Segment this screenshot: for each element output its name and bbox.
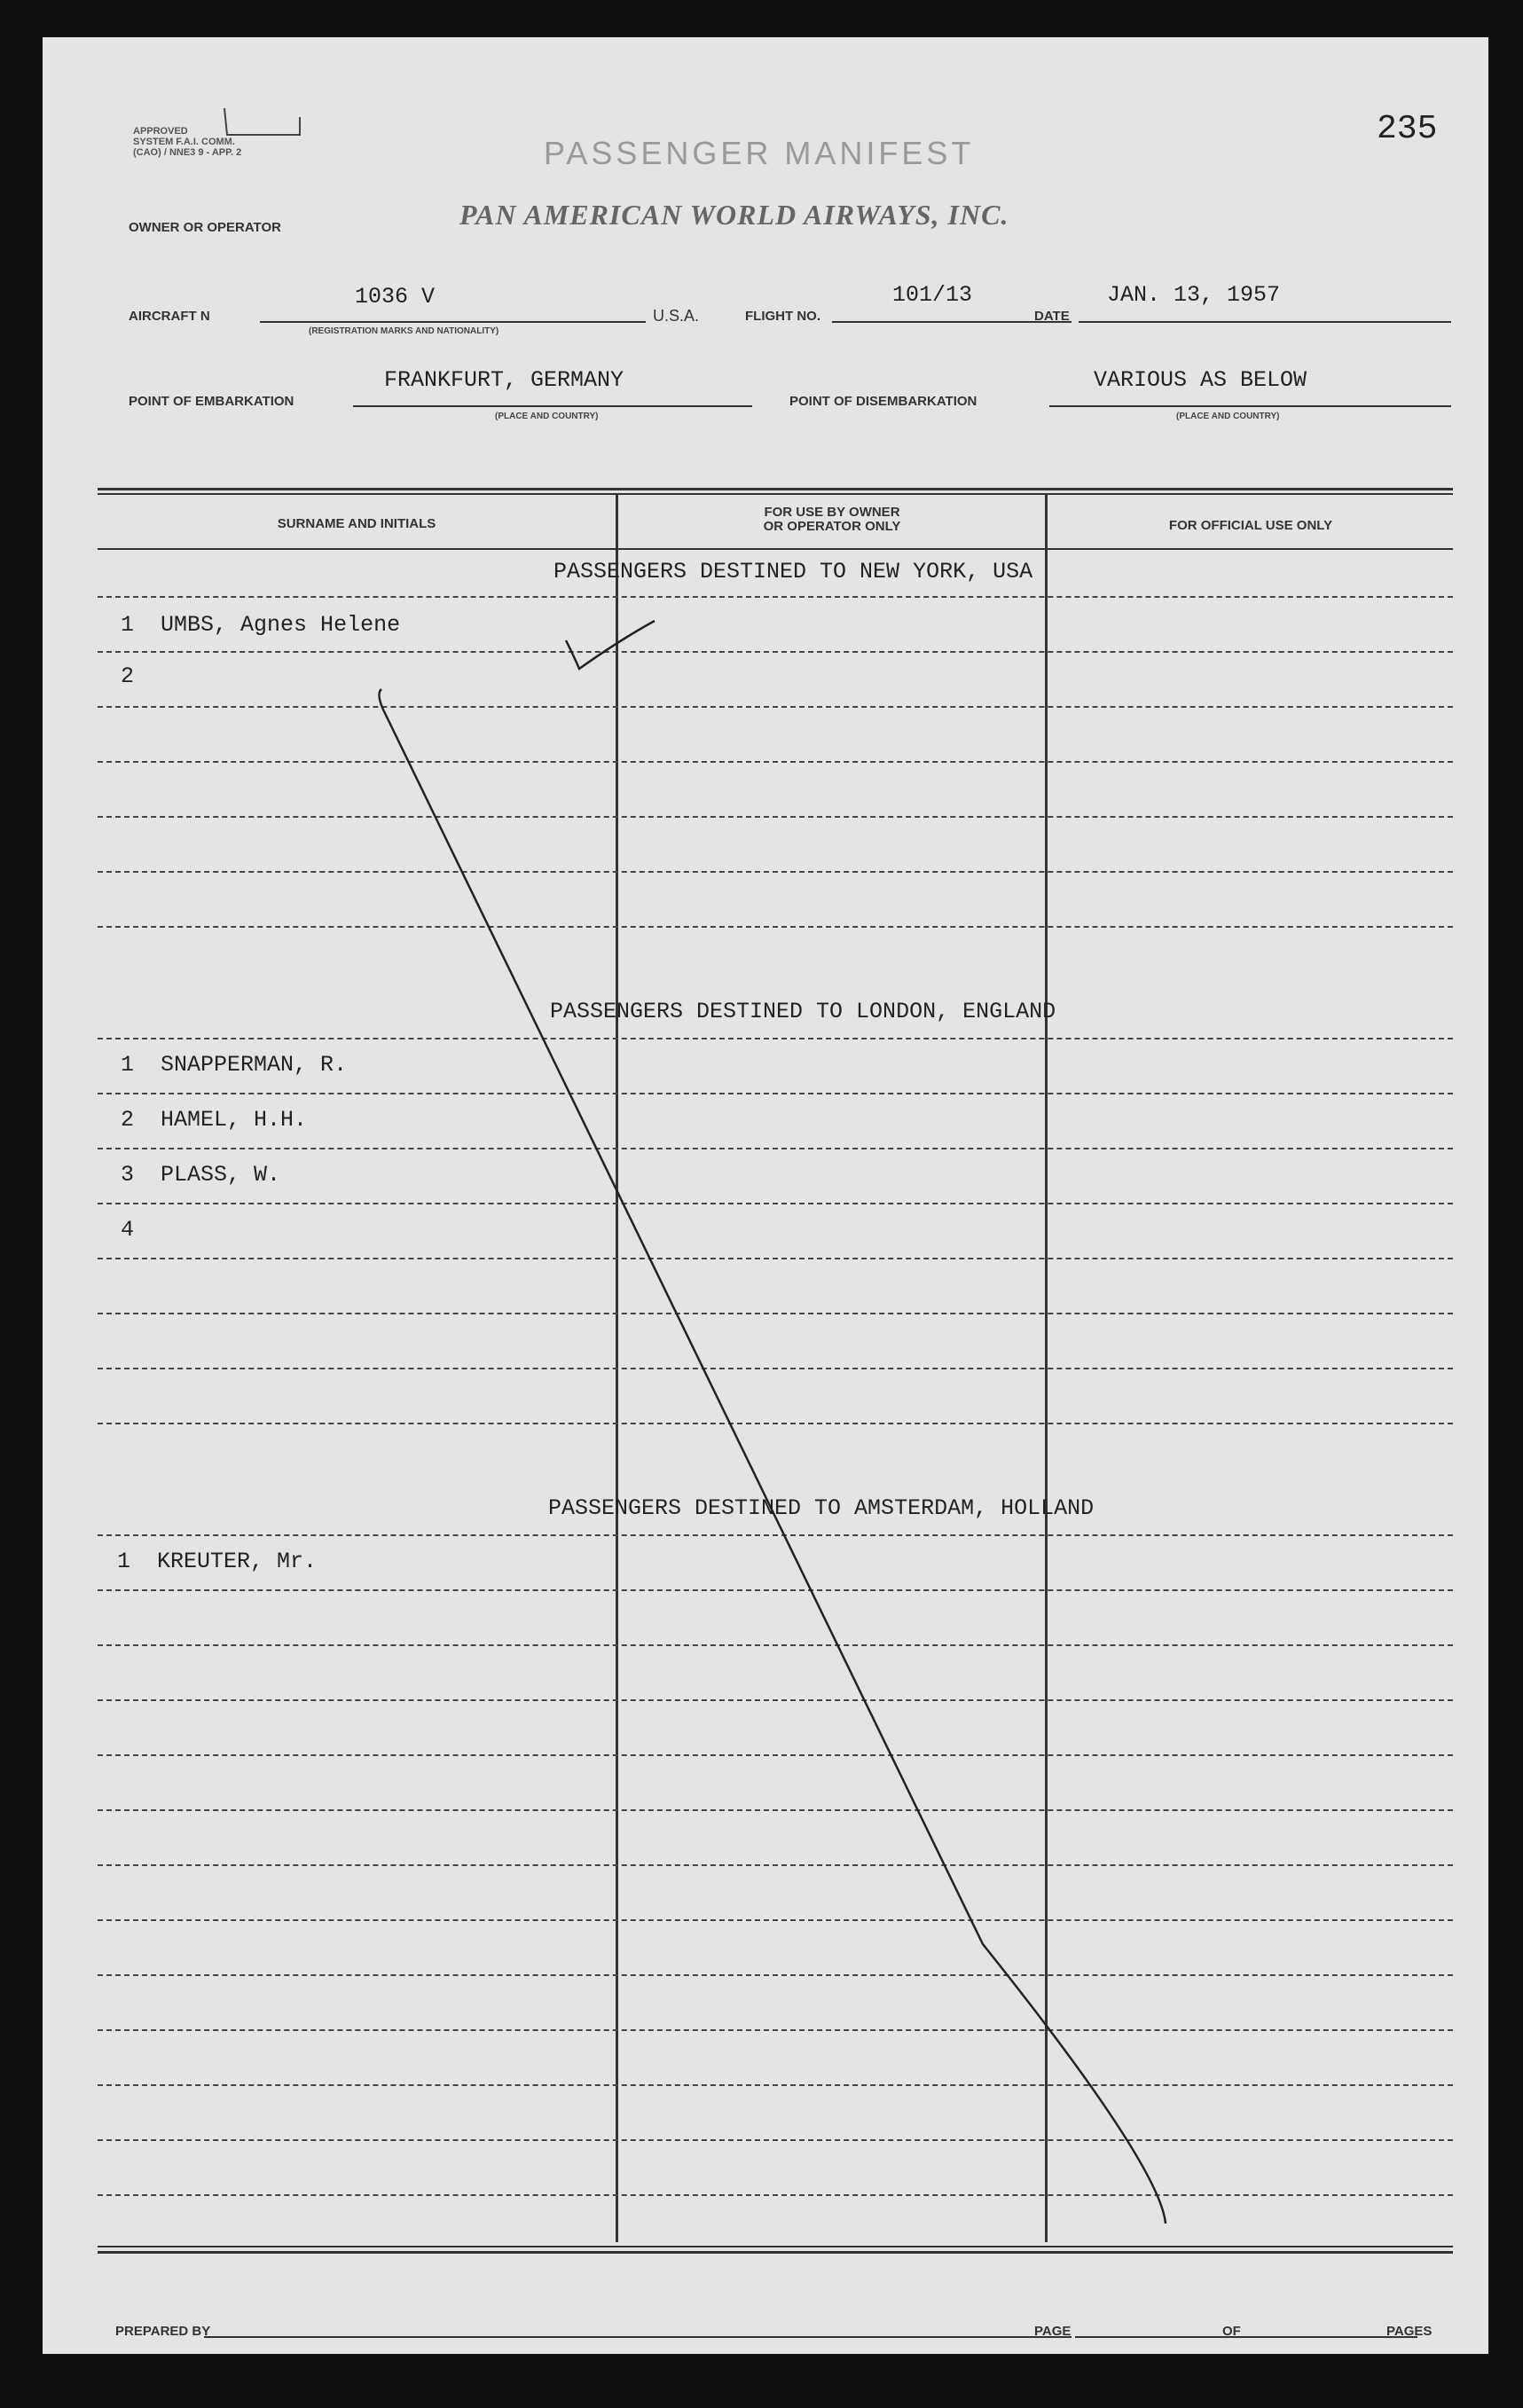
check-mark (566, 621, 655, 669)
aircraft-value: 1036 V (355, 284, 436, 310)
approval-stamp-line: APPROVED (133, 126, 188, 137)
disembarkation-value: VARIOUS AS BELOW (1094, 367, 1307, 393)
approval-stamp-line: SYSTEM F.A.I. COMM. (133, 137, 235, 147)
column-header-surname: SURNAME AND INITIALS (277, 516, 436, 531)
date-label: DATE (1034, 309, 1070, 324)
embarkation-caption: (PLACE AND COUNTRY) (495, 412, 599, 421)
prepared-by-label: PREPARED BY (115, 2324, 211, 2339)
row-number: 3 (121, 1162, 135, 1188)
prepared-by-underline (204, 2336, 1072, 2338)
flight-value: 101/13 (892, 282, 973, 308)
disembarkation-label: POINT OF DISEMBARKATION (789, 394, 977, 409)
passenger-name: HAMEL, H.H. (161, 1107, 308, 1133)
page-label: PAGE (1034, 2324, 1072, 2339)
pages-label: PAGES (1386, 2324, 1433, 2339)
row-number: 1 (121, 612, 135, 638)
row-number: 1 (121, 1052, 135, 1078)
section-heading: PASSENGERS DESTINED TO LONDON, ENGLAND (550, 999, 1056, 1024)
passenger-name: SNAPPERMAN, R. (161, 1052, 348, 1078)
column-header-official: FOR OFFICIAL USE ONLY (1168, 518, 1333, 533)
passenger-name: PLASS, W. (161, 1162, 281, 1188)
usa-label: U.S.A. (653, 307, 700, 325)
passenger-name: KREUTER, Mr. (157, 1549, 318, 1574)
cancellation-stroke (379, 689, 1166, 2224)
approval-stamp-line: (CAO) / NNE3 9 - APP. 2 (133, 147, 242, 158)
row-number: 2 (121, 663, 135, 689)
section-heading: PASSENGERS DESTINED TO AMSTERDAM, HOLLAND (548, 1495, 1095, 1521)
row-number: 2 (121, 1107, 135, 1133)
column-header-operator-line: FOR USE BY OWNER (764, 505, 900, 520)
row-number: 4 (121, 1217, 135, 1243)
stamp-bracket (224, 108, 300, 135)
page-number: 235 (1377, 110, 1438, 148)
embarkation-value: FRANKFURT, GERMANY (384, 367, 624, 393)
row-number: 1 (117, 1549, 131, 1574)
flight-label: FLIGHT NO. (745, 309, 820, 324)
owner-value: PAN AMERICAN WORLD AIRWAYS, INC. (459, 199, 1009, 231)
passenger-name: UMBS, Agnes Helene (161, 612, 401, 638)
of-label: OF (1222, 2324, 1241, 2339)
date-value: JAN. 13, 1957 (1107, 282, 1281, 308)
form-title: PASSENGER MANIFEST (544, 135, 975, 171)
embarkation-label: POINT OF EMBARKATION (129, 394, 294, 409)
disembarkation-caption: (PLACE AND COUNTRY) (1176, 412, 1280, 421)
manifest-sheet (43, 37, 1488, 2354)
aircraft-label: AIRCRAFT N (129, 309, 210, 324)
column-header-operator-line: OR OPERATOR ONLY (763, 519, 901, 534)
pen-marks (43, 37, 1488, 2354)
section-heading: PASSENGERS DESTINED TO NEW YORK, USA (553, 559, 1033, 584)
aircraft-caption: (REGISTRATION MARKS AND NATIONALITY) (309, 326, 499, 336)
owner-label: OWNER OR OPERATOR (129, 220, 281, 235)
